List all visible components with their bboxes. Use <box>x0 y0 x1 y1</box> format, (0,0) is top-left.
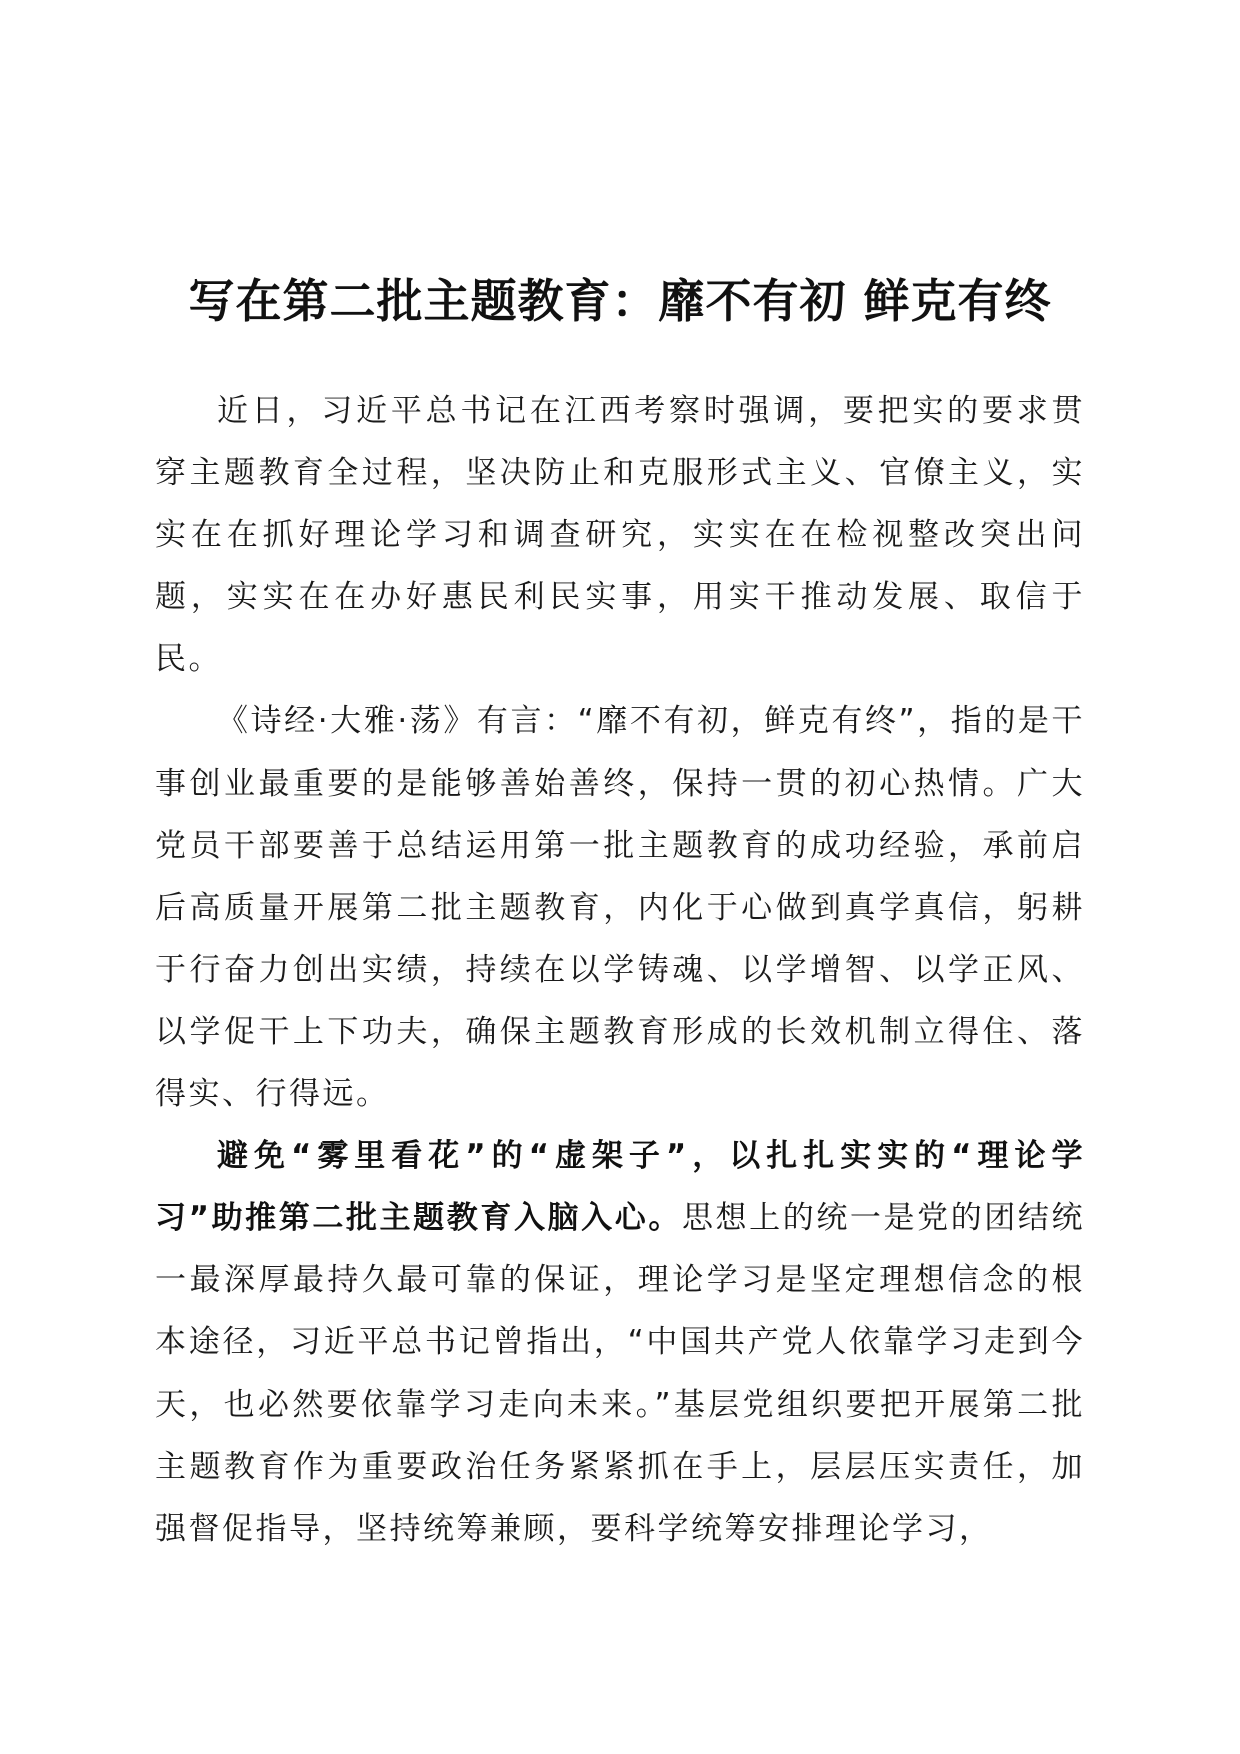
document-title: 写在第二批主题教育：靡不有初 鲜克有终 <box>188 273 1052 328</box>
paragraph-3-text: 思想上的统一是党的团结统一最深厚最持久最可靠的保证，理论学习是坚定理想信念的根本途径，习近平总书记曾指出，“中国共产党人依靠学习走到今天，也必然要依靠学习走向未来。”基层党组织要把开展第二批主题教育作为重要政治任务紧紧抓在手上，层层压实责任，加强督促指导，坚持统筹兼顾，要科学统筹安排理论学习， <box>155 1200 1086 1547</box>
paragraph-1-text: 近日，习近平总书记在江西考察时强调，要把实的要求贯穿主题教育全过程，坚决防止和克服形式主义、官僚主义，实实在在抓好理论学习和调查研究，实实在在检视整改突出问题，实实在在办好惠民利民实事，用实干推动发展、取信于民。 <box>155 393 1085 678</box>
document-body <box>155 380 1085 1560</box>
paragraph-2-text: 《诗经·大雅·荡》有言：“靡不有初，鲜克有终”，指的是干事创业最重要的是能够善始善终，保持一贯的初心热情。广大党员干部要善于总结运用第一批主题教育的成功经验，承前启后高质量开展第二批主题教育，内化于心做到真学真信，躬耕于行奋力创出实绩，持续在以学铸魂、以学增智、以学正风、以学促干上下功夫，确保主题教育形成的长效机制立得住、落得实、行得远。 <box>155 703 1085 1113</box>
paragraph-1 <box>155 380 1085 690</box>
paragraph-3 <box>155 1125 1085 1560</box>
paragraph-2 <box>155 690 1085 1125</box>
paragraph-3-lead: 避免“雾里看花”的“虚架子”，以扎扎实实的“理论学习”助推第二批主题教育入脑入心。 <box>155 1138 1085 1237</box>
